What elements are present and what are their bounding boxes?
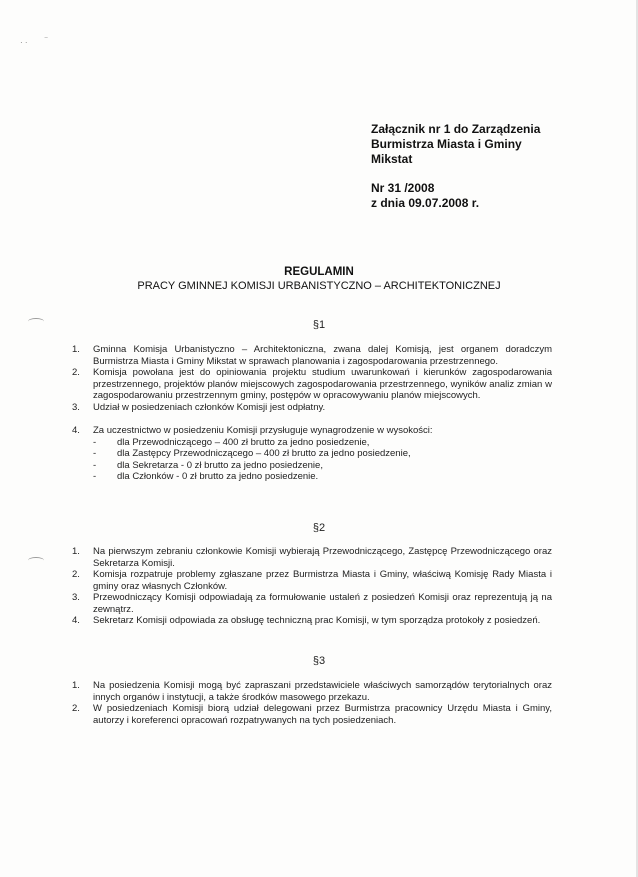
item-text: Na pierwszym zebraniu członkowie Komisji wybierają Przewodniczącego, Zastępcę Przewodniczącego oraz Sekretarza Komisji.	[93, 546, 552, 569]
item-number: 1.	[72, 546, 80, 557]
list-item	[72, 569, 552, 592]
list-item	[72, 344, 552, 367]
item-number: 2.	[72, 569, 80, 580]
section-mark: §2	[312, 522, 326, 534]
header-line: Załącznik nr 1 do Zarządzenia	[371, 122, 541, 136]
item-number: 4.	[72, 615, 80, 626]
remuneration-item: - dla Sekretarza - 0 zł brutto za jedno posiedzenie,	[93, 459, 323, 471]
item-text: Na posiedzenia Komisji mogą być zapraszani przedstawiciele właściwych samorządów terytorialnych oraz innych organów i instytucji, a także środków masowego przekazu.	[93, 680, 552, 703]
item-number: 1.	[72, 344, 80, 355]
list-item	[72, 546, 552, 569]
list-item	[72, 703, 552, 726]
title-subtitle: PRACY GMINNEJ KOMISJI URBANISTYCZNO – ARCHITEKTONICZNEJ	[137, 280, 501, 292]
item-text: Gminna Komisja Urbanistyczno – Architektoniczna, zwana dalej Komisją, jest organem doradczym Burmistrza Miasta i Gminy Mikstat w sprawach planowania i zagospodarowania przestrzennego.	[93, 344, 552, 367]
list-item	[72, 592, 552, 615]
item-number: 4.	[72, 425, 80, 436]
item-number: 3.	[72, 401, 80, 413]
remuneration-item: - dla Członków - 0 zł brutto za jedno posiedzenie.	[93, 471, 319, 482]
item-text: W posiedzeniach Komisji biorą udział delegowani przez Burmistrza pracownicy Urzędu Miasta i Gminy, autorzy i koreferenci opracowań rozpatrywanych na tych posiedzeniach.	[93, 703, 552, 726]
item-text: Udział w posiedzeniach członków Komisji jest odpłatny.	[93, 401, 326, 413]
section-mark: §3	[312, 655, 326, 667]
item-text: Komisja powołana jest do opiniowania projektu studium uwarunkowań i kierunków zagospodarowania przestrzennego, projektów planów miejscowych zagospodarowania przestrzennego, wyników analiz zmian w zagospodarowaniu przestrzennym gminy, postępów w opracowywaniu planów miejscowych.	[93, 367, 552, 401]
document-title	[0, 265, 638, 293]
section-2-list	[72, 546, 552, 627]
list-item	[72, 367, 552, 402]
list-item	[72, 425, 552, 483]
item-text: Przewodniczący Komisji odpowiadają za formułowanie ustaleń z posiedzeń Komisji oraz reprezentują ją na zewnątrz.	[93, 592, 552, 615]
scan-speck: · ·	[20, 38, 28, 47]
scan-mark	[28, 557, 44, 564]
scan-speck: ⁻	[44, 34, 49, 43]
remuneration-list	[93, 437, 552, 483]
list-item	[72, 680, 552, 703]
item-text: Za uczestnictwo w posiedzeniu Komisji przysługuje wynagrodzenie w wysokości:	[93, 425, 433, 436]
item-text: Sekretarz Komisji odpowiada za obsługę techniczną prac Komisji, w tym sporządza protokoły z posiedzeń.	[93, 615, 541, 626]
ordinance-date: z dnia 09.07.2008 r.	[371, 196, 480, 210]
item-number: 1.	[72, 680, 80, 691]
ordinance-number: Nr 31 /2008	[371, 181, 435, 195]
item-text: Komisja rozpatruje problemy zgłaszane przez Burmistrza Miasta i Gminy, właściwą Komisję Rady Miasta i gminy oraz własnych Członków.	[93, 569, 552, 592]
item-number: 2.	[72, 703, 80, 714]
header-line: Mikstat	[371, 152, 413, 166]
attachment-header	[371, 122, 540, 211]
section-1-list	[72, 344, 552, 483]
list-item	[72, 402, 552, 414]
remuneration-item: - dla Zastępcy Przewodniczącego – 400 zł brutto za jedno posiedzenie,	[93, 448, 411, 459]
header-line: Burmistrza Miasta i Gminy	[371, 137, 522, 151]
title-main: REGULAMIN	[284, 266, 354, 278]
section-mark: §1	[312, 319, 326, 331]
item-number: 3.	[72, 592, 80, 603]
remuneration-item: - dla Przewodniczącego – 400 zł brutto za jedno posiedzenie,	[93, 436, 370, 448]
section-3-list	[72, 680, 552, 726]
item-number: 2.	[72, 367, 80, 378]
list-item	[72, 615, 552, 627]
